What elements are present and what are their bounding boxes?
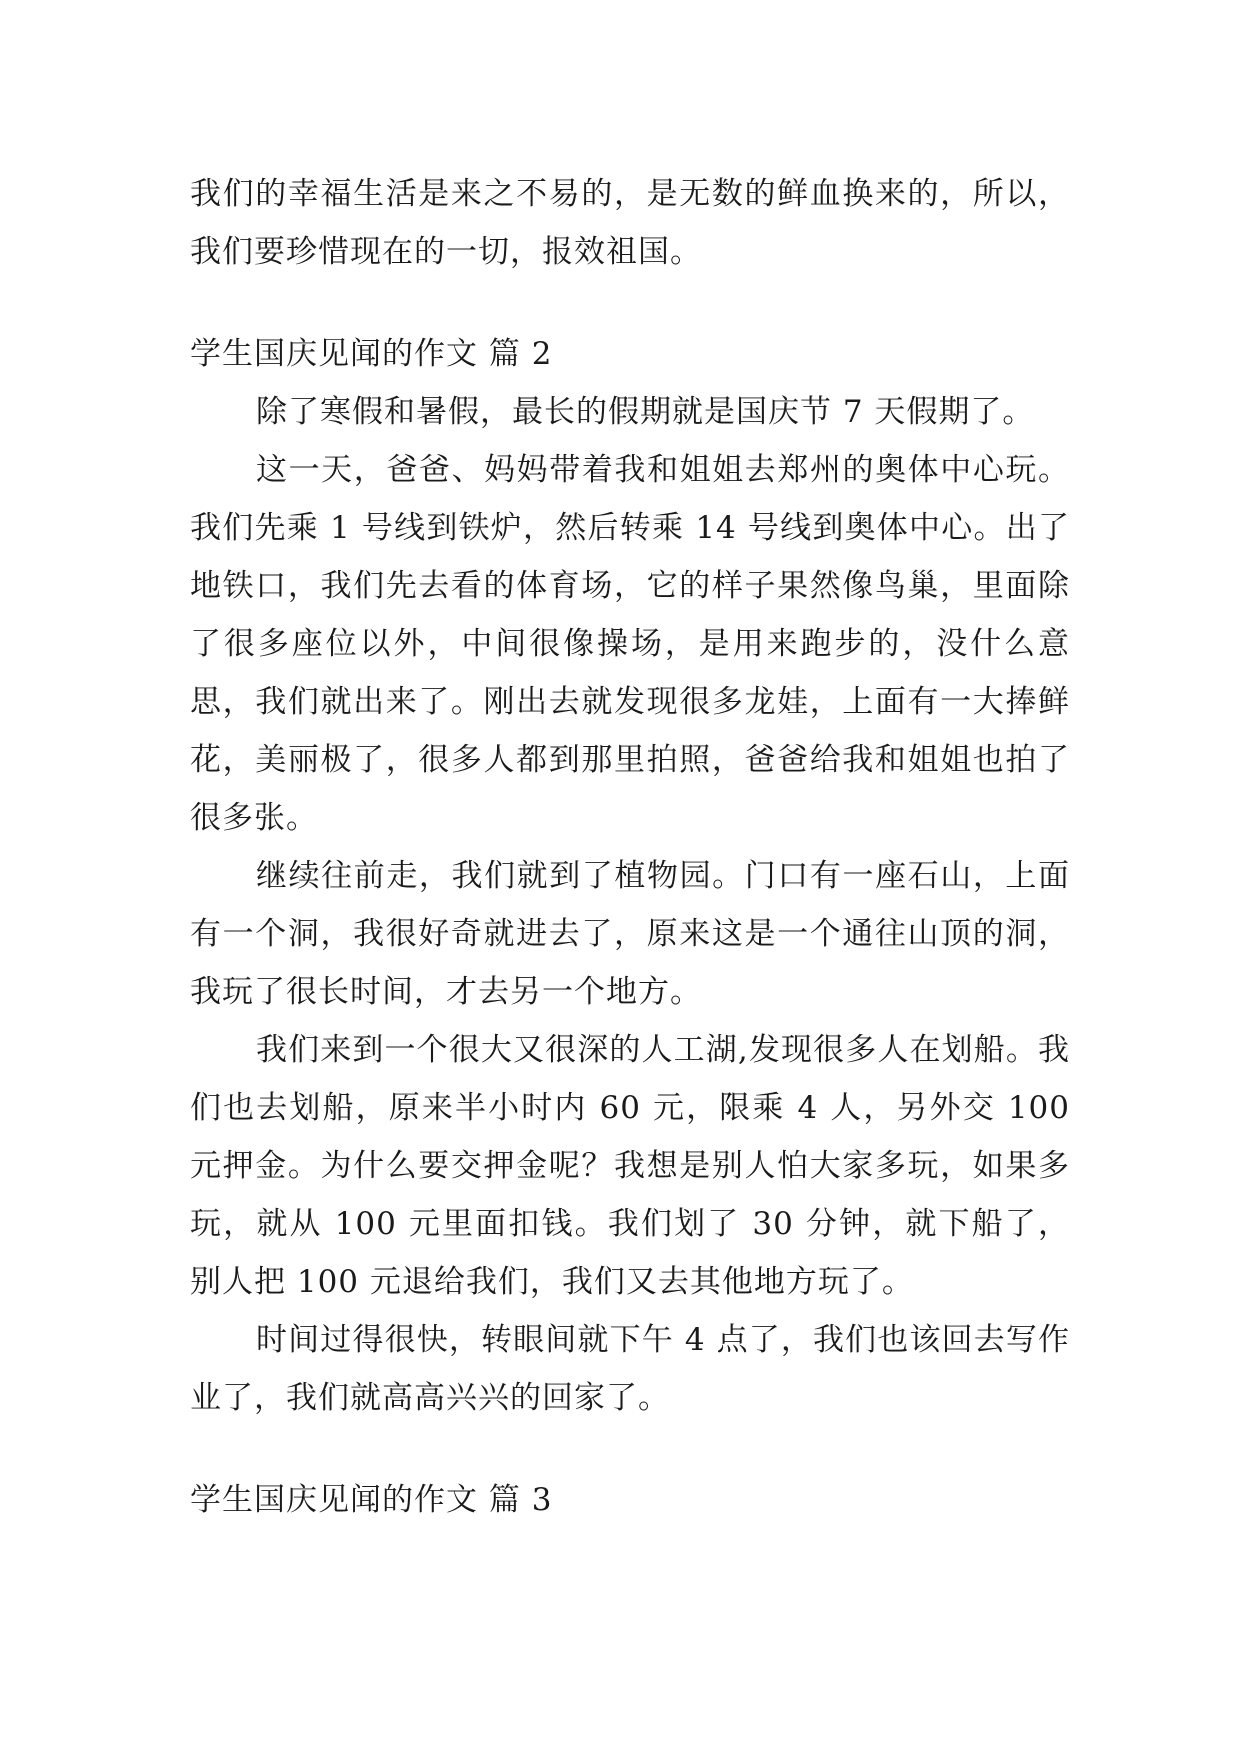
section-2-paragraph-3: 继续往前走，我们就到了植物园。门口有一座石山，上面有一个洞，我很好奇就进去了，原来这是一个通往山顶的洞，我玩了很长时间，才去另一个地方。	[190, 858, 1070, 1010]
intro-paragraph: 我们的幸福生活是来之不易的，是无数的鲜血换来的，所以，我们要珍惜现在的一切，报效祖国。	[190, 176, 1070, 270]
section-2-paragraph-4: 我们来到一个很大又很深的人工湖,发现很多人在划船。我们也去划船，原来半小时内 60 元，限乘 4 人，另外交 100 元押金。为什么要交押金呢？我想是别人怕大家多玩，如果多玩，就从 100 元里面扣钱。我们划了 30 分钟，就下船了，别人把 100 元退给我们，我们又去其他地方玩了。	[190, 1032, 1070, 1300]
section-2-title: 学生国庆见闻的作文 篇 2	[190, 336, 553, 372]
section-2-paragraph-5: 时间过得很快，转眼间就下午 4 点了，我们也该回去写作业了，我们就高高兴兴的回家了。	[190, 1322, 1070, 1416]
document-body	[190, 165, 1070, 1529]
section-spacer	[190, 1427, 1070, 1471]
section-2-paragraph-1: 除了寒假和暑假，最长的假期就是国庆节 7 天假期了。	[256, 394, 1035, 430]
section-spacer	[190, 281, 1070, 325]
section-2-paragraph-2: 这一天，爸爸、妈妈带着我和姐姐去郑州的奥体中心玩。我们先乘 1 号线到铁炉，然后转乘 14 号线到奥体中心。出了地铁口，我们先去看的体育场，它的样子果然像鸟巢，里面除了很多座位以外，中间很像操场，是用来跑步的，没什么意思，我们就出来了。刚出去就发现很多龙娃，上面有一大捧鲜花，美丽极了，很多人都到那里拍照，爸爸给我和姐姐也拍了很多张。	[190, 452, 1070, 836]
section-3-title: 学生国庆见闻的作文 篇 3	[190, 1482, 553, 1518]
